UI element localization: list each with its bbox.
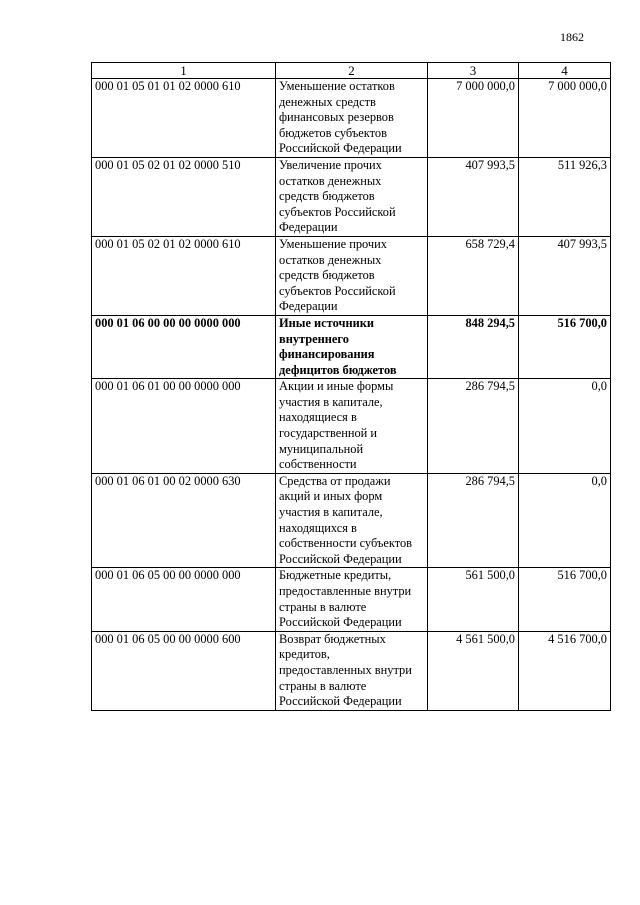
row-value-col4: 0,0 xyxy=(519,473,611,568)
row-value-col3: 286 794,5 xyxy=(428,379,519,474)
row-name: Средства от продажи акций и иных форм участия в капитале, находящихся в собственности субъектов Российской Федерации xyxy=(276,473,428,568)
page-number: 1862 xyxy=(560,30,584,44)
column-header-2: 2 xyxy=(276,63,428,79)
table-row xyxy=(92,236,611,315)
table-row xyxy=(92,473,611,568)
table-header-row xyxy=(92,63,611,79)
row-value-col3: 286 794,5 xyxy=(428,473,519,568)
table-row xyxy=(92,568,611,631)
column-header-4: 4 xyxy=(519,63,611,79)
row-code: 000 01 06 01 00 02 0000 630 xyxy=(92,473,276,568)
row-value-col3: 561 500,0 xyxy=(428,568,519,631)
column-header-1: 1 xyxy=(92,63,276,79)
row-value-col4: 7 000 000,0 xyxy=(519,79,611,158)
row-value-col3: 7 000 000,0 xyxy=(428,79,519,158)
table-row xyxy=(92,157,611,236)
row-value-col3: 658 729,4 xyxy=(428,236,519,315)
row-value-col3: 4 561 500,0 xyxy=(428,631,519,710)
table-row xyxy=(92,79,611,158)
row-name: Иные источники внутреннего финансирования дефицитов бюджетов xyxy=(276,315,428,378)
table-row xyxy=(92,379,611,474)
row-code: 000 01 06 05 00 00 0000 600 xyxy=(92,631,276,710)
row-value-col3: 848 294,5 xyxy=(428,315,519,378)
budget-sources-table xyxy=(91,62,611,711)
row-code: 000 01 05 02 01 02 0000 610 xyxy=(92,236,276,315)
row-value-col4: 4 516 700,0 xyxy=(519,631,611,710)
row-code: 000 01 06 00 00 00 0000 000 xyxy=(92,315,276,378)
row-value-col4: 511 926,3 xyxy=(519,157,611,236)
row-name: Возврат бюджетных кредитов, предоставленных внутри страны в валюте Российской Федерации xyxy=(276,631,428,710)
row-name: Увеличение прочих остатков денежных средств бюджетов субъектов Российской Федерации xyxy=(276,157,428,236)
row-value-col4: 407 993,5 xyxy=(519,236,611,315)
row-name: Уменьшение остатков денежных средств финансовых резервов бюджетов субъектов Российской Федерации xyxy=(276,79,428,158)
row-value-col3: 407 993,5 xyxy=(428,157,519,236)
row-name: Уменьшение прочих остатков денежных средств бюджетов субъектов Российской Федерации xyxy=(276,236,428,315)
row-code: 000 01 06 01 00 00 0000 000 xyxy=(92,379,276,474)
row-name: Акции и иные формы участия в капитале, находящиеся в государственной и муниципальной собственности xyxy=(276,379,428,474)
row-code: 000 01 05 01 01 02 0000 610 xyxy=(92,79,276,158)
table-row xyxy=(92,631,611,710)
row-value-col4: 0,0 xyxy=(519,379,611,474)
row-code: 000 01 06 05 00 00 0000 000 xyxy=(92,568,276,631)
row-value-col4: 516 700,0 xyxy=(519,315,611,378)
row-value-col4: 516 700,0 xyxy=(519,568,611,631)
column-header-3: 3 xyxy=(428,63,519,79)
row-name: Бюджетные кредиты, предоставленные внутри страны в валюте Российской Федерации xyxy=(276,568,428,631)
row-code: 000 01 05 02 01 02 0000 510 xyxy=(92,157,276,236)
table-row xyxy=(92,315,611,378)
